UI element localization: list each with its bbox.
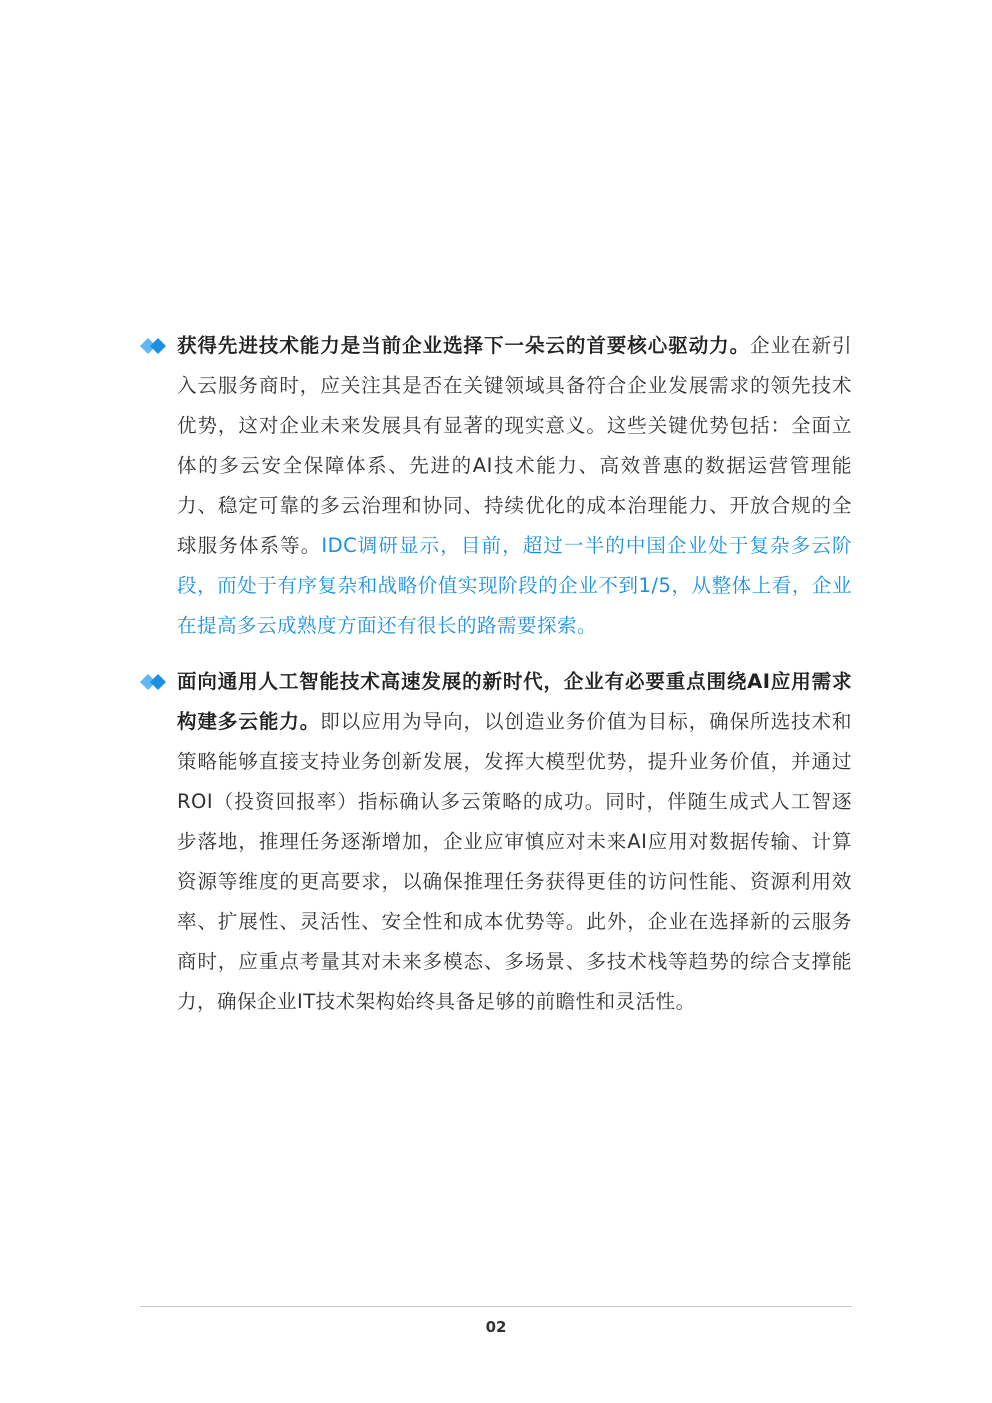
double-diamond-icon [140,338,168,354]
page-number: 02 [485,1318,507,1336]
paragraph-body: 企业在新引入云服务商时，应关注其是否在关键领域具备符合企业发展需求的领先技术优势，这对企业未来发展具有显著的现实意义。这些关键优势包括：全面立体的多云安全保障体系、先进的AI技术能力、高效普惠的数据运营管理能力、稳定可靠的多云治理和协同、持续优化的成本治理能力、开放合规的全球服务体系等。 [177,334,852,557]
paragraph-body: 即以应用为导向，以创造业务价值为目标，确保所选技术和策略能够直接支持业务创新发展，发挥大模型优势，提升业务价值，并通过ROI（投资回报率）指标确认多云策略的成功。同时，伴随生成式人工智逐步落地，推理任务逐渐增加，企业应审慎应对未来AI应用对数据传输、计算资源等维度的更高要求，以确保推理任务获得更佳的访问性能、资源利用效率、扩展性、灵活性、安全性和成本优势等。此外，企业在选择新的云服务商时，应重点考量其对未来多模态、多场景、多技术栈等趋势的综合支撑能力，确保企业IT技术架构始终具备足够的前瞻性和灵活性。 [177,710,852,1013]
main-content [140,326,852,1022]
footer-divider [140,1306,852,1307]
bullet-paragraph-1 [140,326,852,646]
paragraph-lead: 获得先进技术能力是当前企业选择下一朵云的首要核心驱动力。 [177,334,751,357]
paragraph-highlight: IDC调研显示，目前，超过一半的中国企业处于复杂多云阶段，而处于有序复杂和战略价值实现阶段的企业不到1/5，从整体上看，企业在提高多云成熟度方面还有很长的路需要探索。 [177,534,852,637]
bullet-paragraph-2 [140,662,852,1022]
paragraph-lead: 面向通用人工智能技术高速发展的新时代，企业有必要重点围绕AI应用需求构建多云能力。 [177,670,852,733]
double-diamond-icon [140,674,168,690]
